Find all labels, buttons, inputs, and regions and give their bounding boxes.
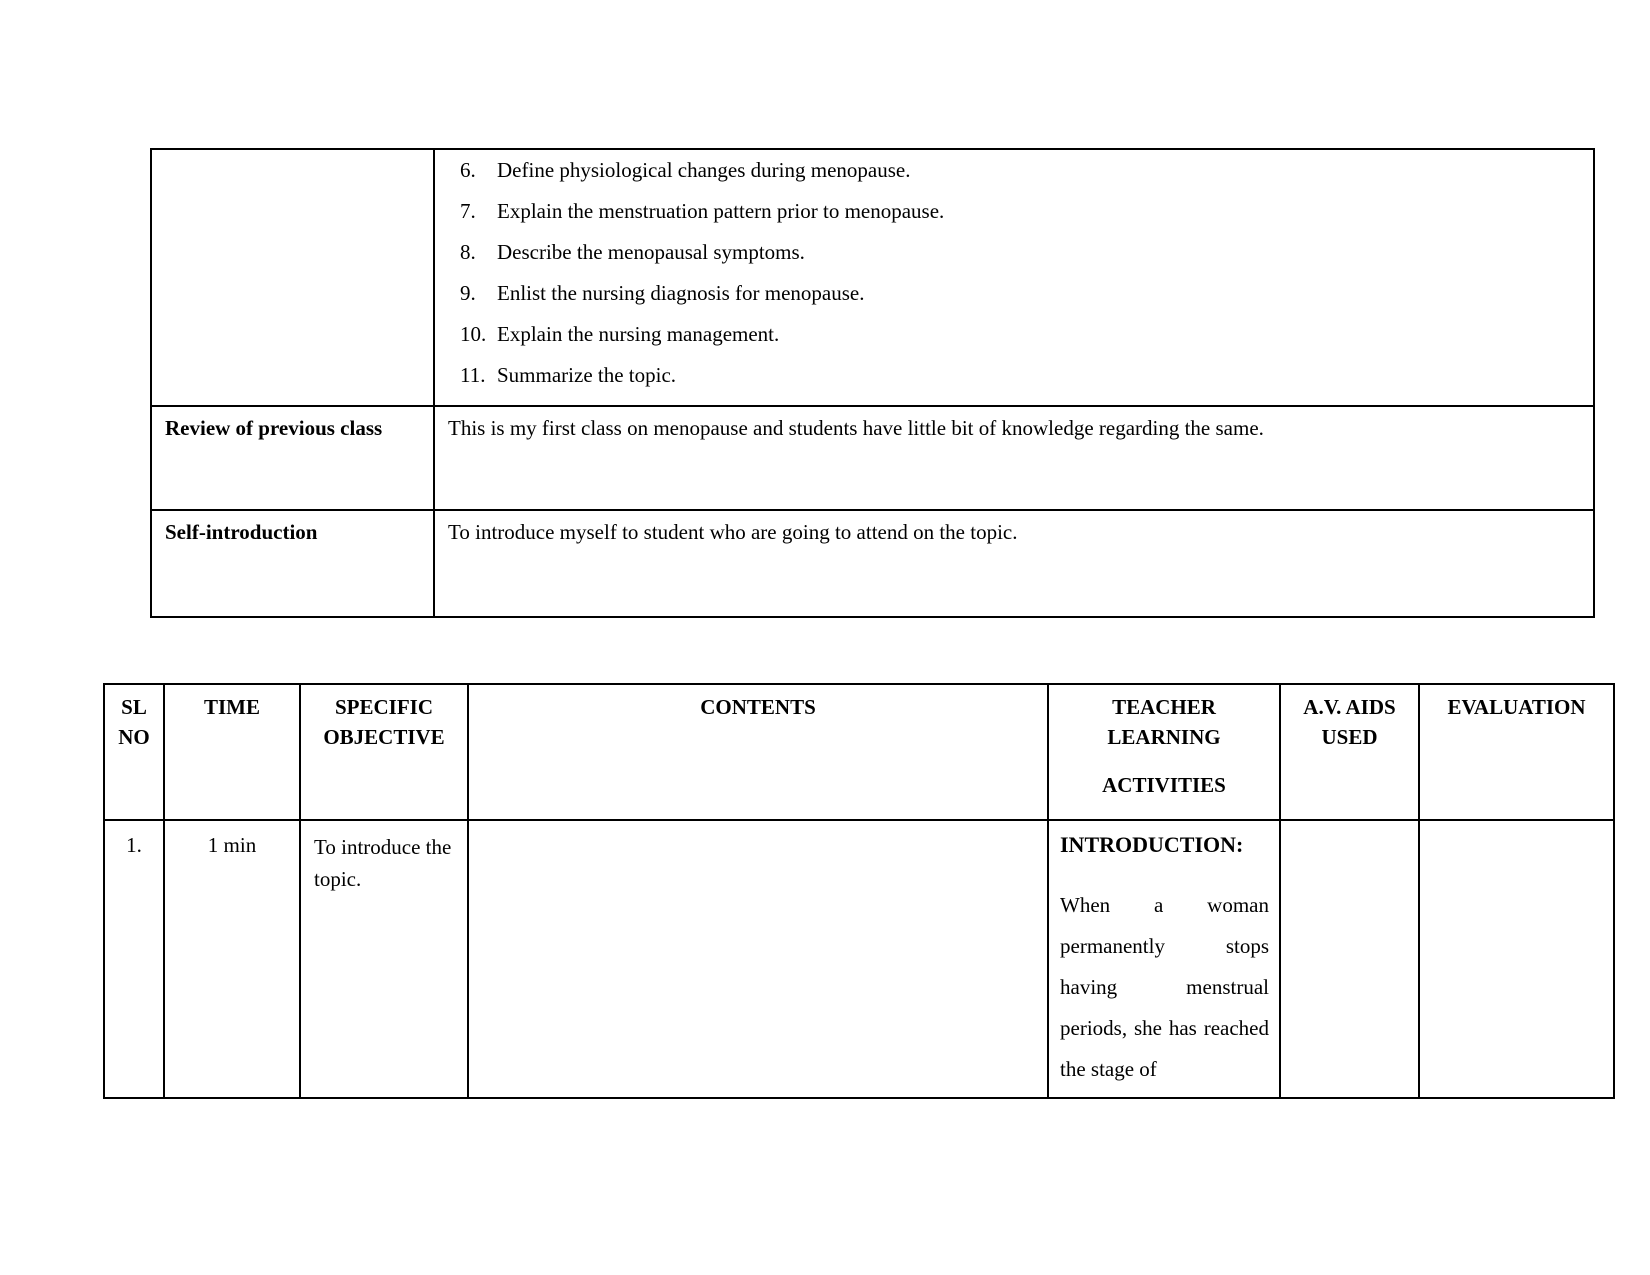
objective-number: 10. bbox=[460, 322, 487, 346]
header-line: NO bbox=[118, 725, 150, 749]
objective-text: Explain the menstruation pattern prior to menopause. bbox=[497, 199, 945, 223]
header-sl-no bbox=[104, 684, 164, 820]
objective-text: Describe the menopausal symptoms. bbox=[497, 240, 805, 264]
header-line: ACTIVITIES bbox=[1102, 773, 1226, 797]
objective-text: Explain the nursing management. bbox=[497, 322, 780, 346]
objectives-review-table bbox=[150, 148, 1595, 618]
av-aids-cell bbox=[1280, 820, 1419, 1098]
header-line: LEARNING bbox=[1107, 725, 1221, 749]
header-line: A.V. AIDS bbox=[1303, 695, 1396, 719]
header-line: TIME bbox=[203, 695, 260, 719]
header-av-aids-used bbox=[1280, 684, 1419, 820]
objective-number: 9. bbox=[460, 281, 476, 305]
table-row-objectives bbox=[151, 149, 1594, 406]
header-teacher-learning-activities bbox=[1048, 684, 1280, 820]
header-specific-objective bbox=[300, 684, 468, 820]
header-line: CONTENTS bbox=[700, 695, 816, 719]
empty-label-cell bbox=[151, 149, 434, 406]
objective-number: 6. bbox=[460, 158, 476, 182]
header-line: SPECIFIC bbox=[334, 695, 434, 719]
header-evaluation bbox=[1419, 684, 1614, 820]
introduction-paragraph: When a woman permanently stops having menstrual periods, she has reached the stage of bbox=[1060, 893, 1269, 1081]
header-line: TEACHER bbox=[1112, 695, 1216, 719]
time-cell: 1 min bbox=[164, 820, 300, 1098]
specific-objective-cell: To introduce the topic. bbox=[300, 820, 468, 1098]
table-row-self-introduction bbox=[151, 510, 1594, 617]
header-time bbox=[164, 684, 300, 820]
review-text-cell: This is my first class on menopause and students have little bit of knowledge regarding the same. bbox=[434, 406, 1594, 510]
table-row bbox=[104, 820, 1614, 1098]
header-line: SL bbox=[121, 695, 147, 719]
review-label-cell: Review of previous class bbox=[151, 406, 434, 510]
objectives-list-cell bbox=[434, 149, 1594, 406]
objective-item bbox=[460, 273, 1583, 314]
objective-item bbox=[460, 191, 1583, 232]
lesson-plan-table bbox=[103, 683, 1615, 1099]
contents-cell bbox=[468, 820, 1048, 1098]
header-line: USED bbox=[1321, 725, 1378, 749]
objective-item bbox=[460, 355, 1583, 396]
table-row-review bbox=[151, 406, 1594, 510]
header-line: EVALUATION bbox=[1447, 695, 1586, 719]
objective-item bbox=[460, 314, 1583, 355]
header-line: OBJECTIVE bbox=[323, 725, 445, 749]
self-introduction-label-cell: Self-introduction bbox=[151, 510, 434, 617]
objective-text: Summarize the topic. bbox=[497, 363, 677, 387]
introduction-heading: INTRODUCTION: bbox=[1060, 832, 1244, 857]
objective-number: 8. bbox=[460, 240, 476, 264]
teacher-learning-activities-cell bbox=[1048, 820, 1280, 1098]
objective-number: 11. bbox=[460, 363, 486, 387]
objective-item bbox=[460, 150, 1583, 191]
objective-number: 7. bbox=[460, 199, 476, 223]
objective-item bbox=[460, 232, 1583, 273]
evaluation-cell bbox=[1419, 820, 1614, 1098]
objective-text: Enlist the nursing diagnosis for menopause. bbox=[497, 281, 865, 305]
self-introduction-text-cell: To introduce myself to student who are going to attend on the topic. bbox=[434, 510, 1594, 617]
table-header-row bbox=[104, 684, 1614, 820]
sl-no-cell: 1. bbox=[104, 820, 164, 1098]
header-contents bbox=[468, 684, 1048, 820]
objective-text: Define physiological changes during menopause. bbox=[497, 158, 911, 182]
